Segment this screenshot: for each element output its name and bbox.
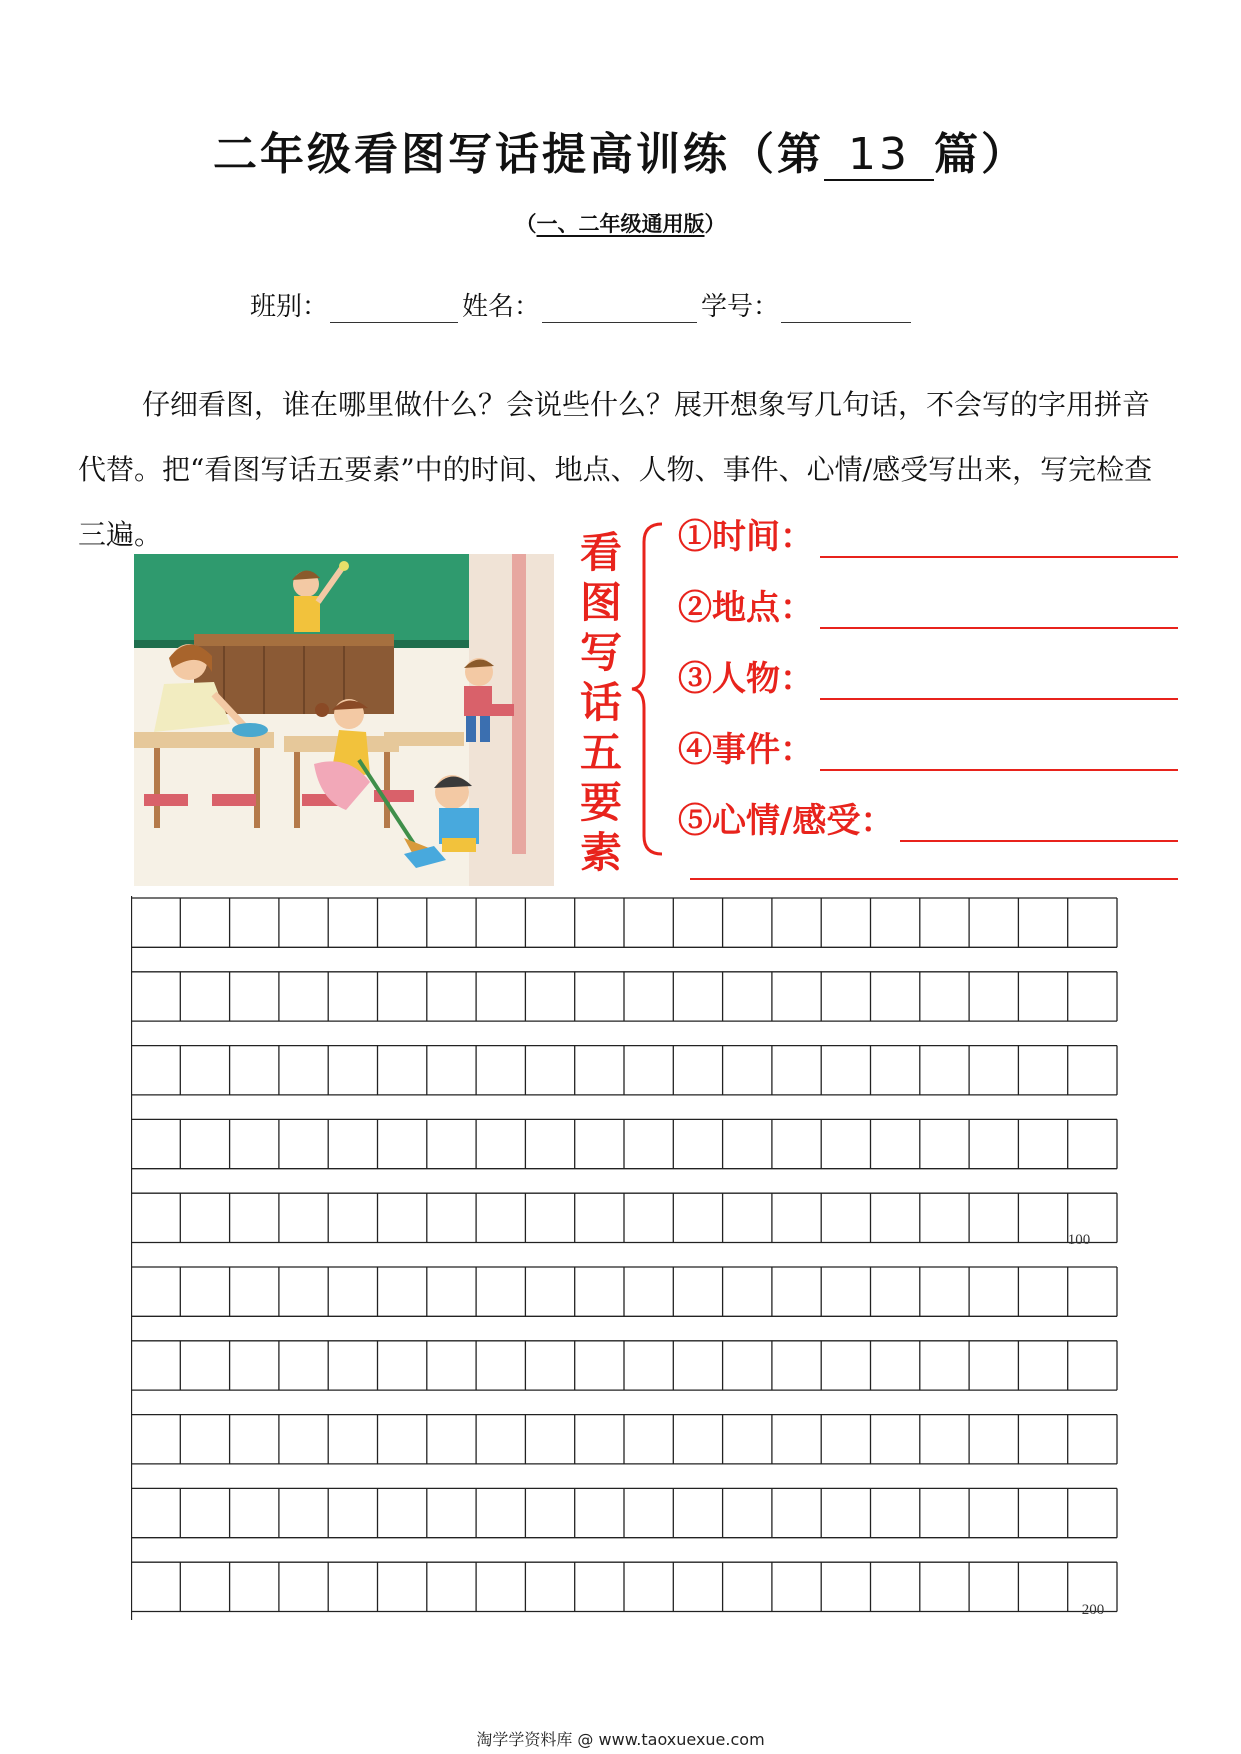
instructions: 仔细看图，谁在哪里做什么？会说些什么？展开想象写几句话，不会写的字用拼音代替。把“看图写话五要素”中的时间、地点、人物、事件、心情/感受写出来，写完检查三遍。 <box>78 388 1153 551</box>
vtitle-char: 要 <box>579 778 622 827</box>
element-label: ①时间： <box>678 517 814 557</box>
element-time <box>678 508 1178 558</box>
curly-brace-icon <box>628 520 668 858</box>
vtitle-char: 素 <box>579 828 622 877</box>
element-event-line[interactable] <box>820 737 1178 771</box>
element-feeling <box>678 792 1178 842</box>
student-info <box>250 286 915 323</box>
grid-lines <box>131 896 1117 1620</box>
page-subtitle <box>0 208 1241 238</box>
vtitle-char: 图 <box>579 578 622 627</box>
element-people <box>678 650 1178 700</box>
class-field[interactable] <box>330 295 458 323</box>
writing-grid[interactable] <box>131 896 1121 1620</box>
title-suffix: 篇） <box>934 129 1028 180</box>
vtitle-char: 话 <box>579 678 622 727</box>
vtitle-char: 看 <box>579 528 622 577</box>
subtitle-text: 一、二年级通用版 <box>536 212 705 236</box>
element-place-line[interactable] <box>820 595 1178 629</box>
class-label: 班别： <box>250 292 329 322</box>
element-feeling-line[interactable] <box>900 808 1178 842</box>
classroom-illustration <box>134 554 554 886</box>
name-field[interactable] <box>542 295 697 323</box>
page-title <box>0 118 1241 182</box>
id-field[interactable] <box>781 295 911 323</box>
subtitle-close: ） <box>704 212 726 236</box>
element-label: ②地点： <box>678 588 814 628</box>
title-number: 13 <box>824 131 934 181</box>
name-label: 姓名： <box>462 292 541 322</box>
five-elements-vertical-title <box>571 528 631 878</box>
vtitle-char: 写 <box>579 628 622 677</box>
element-time-line[interactable] <box>820 524 1178 558</box>
title-prefix: 二年级看图写话提高训练（第 <box>213 129 824 180</box>
vtitle-char: 五 <box>579 728 622 777</box>
element-label: ③人物： <box>678 659 814 699</box>
grid-marker-200: 200 <box>1081 1602 1105 1618</box>
element-people-line[interactable] <box>820 666 1178 700</box>
element-event <box>678 721 1178 771</box>
element-place <box>678 579 1178 629</box>
subtitle-open: （ <box>515 212 537 236</box>
grid-marker-100: 100 <box>1067 1232 1091 1248</box>
element-label: ④事件： <box>678 730 814 770</box>
footer-source: 淘学学资料库 @ www.taoxuexue.com <box>476 1730 765 1749</box>
element-feeling-extra-line[interactable] <box>690 878 1178 880</box>
id-label: 学号： <box>701 292 780 322</box>
element-label: ⑤心情/感受： <box>678 801 895 841</box>
